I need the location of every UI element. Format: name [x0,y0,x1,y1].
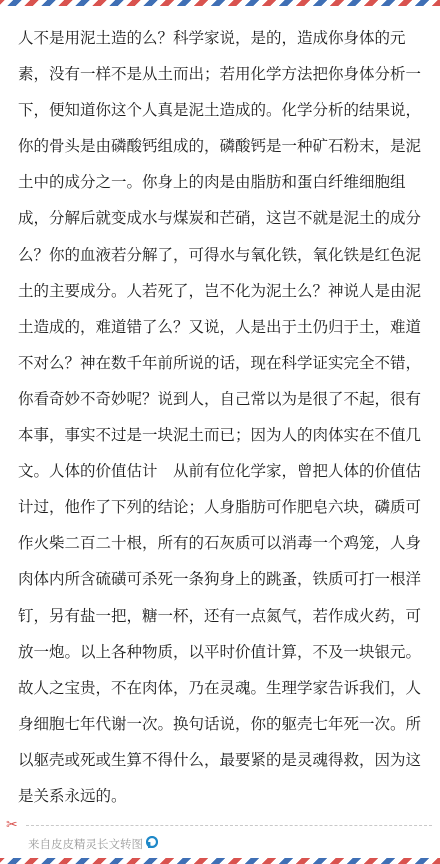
article-body [18,20,422,814]
pipi-logo-icon [146,836,158,851]
airmail-border-bottom [0,858,440,864]
article-paragraph: 人不是用泥土造的么？科学家说，是的，造成你身体的元素，没有一样不是从土而出；若用化学方法把你身体分析一下，便知道你这个人真是泥土造成的。化学分析的结果说，你的骨头是由磷酸钙组成的，磷酸钙是一种矿石粉末，是泥土中的成分之一。你身上的肉是由脂肪和蛋白纤维细胞组成，分解后就变成水与煤炭和芒硝，这岂不就是泥土的成分么？你的血液若分解了，可得水与氧化铁，氧化铁是红色泥土的主要成分。人若死了，岂不化为泥土么？神说人是由泥土造成的，难道错了么？又说，人是出于土仍归于土，难道不对么？神在数千年前所说的话，现在科学证实完全不错，你看奇妙不奇妙呢？说到人，自己常以为是很了不起，很有本事，事实不过是一块泥土而已；因为人的肉体实在不值几文。人体的价值估计 从前有位化学家，曾把人体的价值估计过，他作了下列的结论；人身脂肪可作肥皂六块，磷质可作火柴二百二十根，所有的石灰质可以消毒一个鸡笼，人身肉体内所含硫磺可杀死一条狗身上的跳蚤，铁质可打一根洋钉，另有盐一把，糖一杯，还有一点氮气，若作成火药，可放一炮。以上各种物质，以平时价值计算，不及一块银元。故人之宝贵，不在肉体，乃在灵魂。生理学家告诉我们，人身细胞七年代谢一次。换句话说，你的躯壳七年死一次。所以躯壳或死或生算不得什么，最要紧的是灵魂得救，因为这是关系永远的。 [18,29,422,805]
airmail-border-top [0,0,440,6]
footer-source [28,836,158,851]
scissors-icon: ✂ [6,817,18,833]
footer-source-text: 来自皮皮精灵长文转图 [28,836,143,851]
cut-line [0,818,440,832]
dashed-divider [26,825,432,826]
